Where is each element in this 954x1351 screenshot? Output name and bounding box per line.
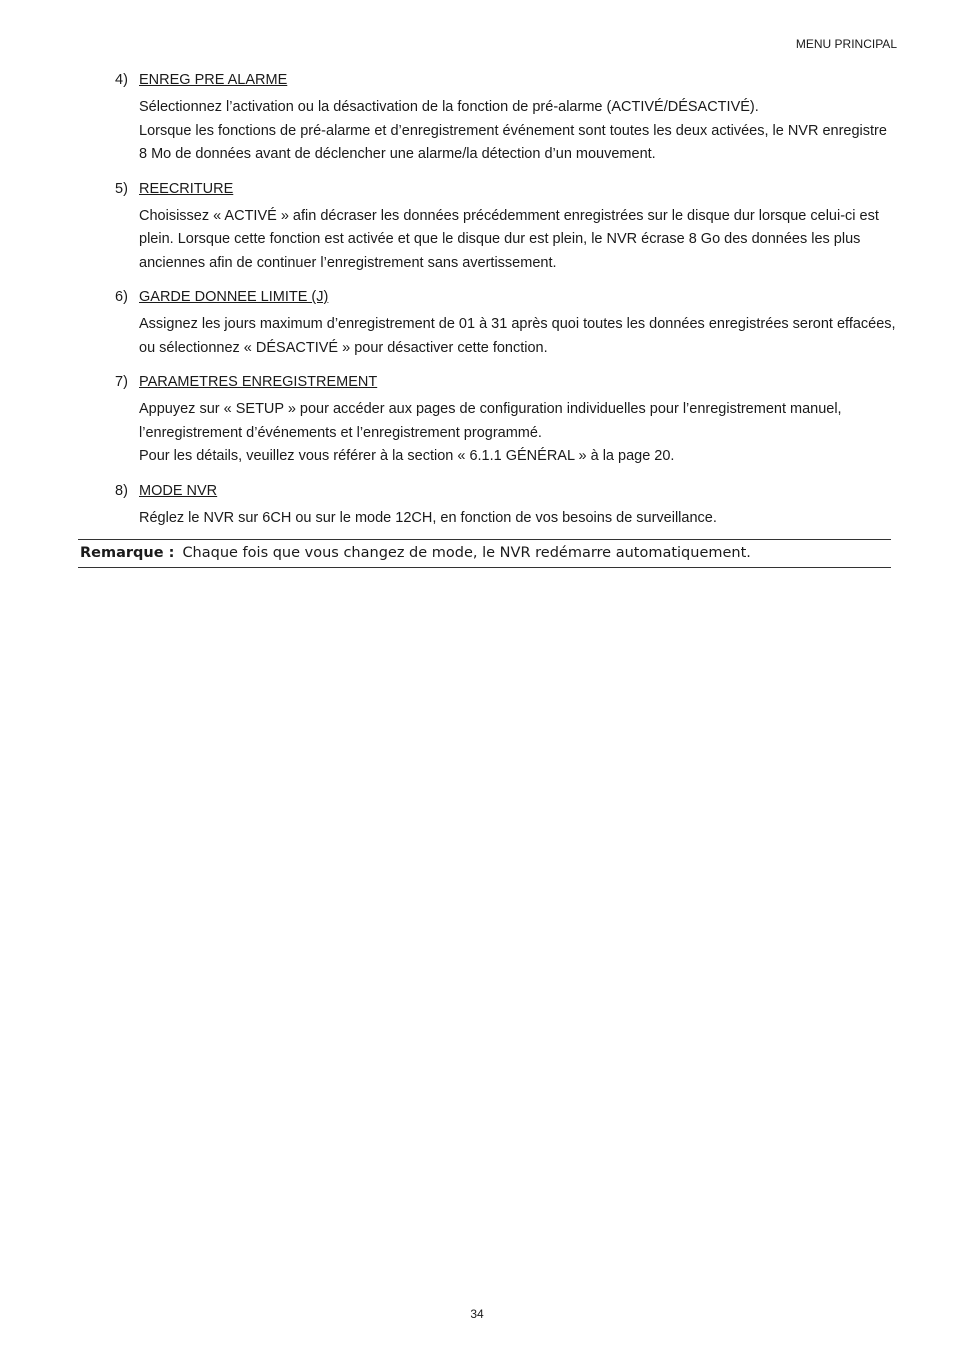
running-header: MENU PRINCIPAL [795, 37, 897, 51]
item-title: ENREG PRE ALARME [139, 72, 288, 88]
paragraph: Réglez le NVR sur 6CH ou sur le mode 12CH, en fonction de vos besoins de surveillance. [139, 509, 717, 526]
item-description [139, 307, 899, 360]
item-number: 8) [115, 482, 128, 499]
note-text: Chaque fois que vous changez de mode, le NVR redémarre automatiquement. [182, 545, 751, 561]
paragraph: Appuyez sur « SETUP » pour accéder aux pages de configuration individuelles pour l’enregistrement manuel, l’enregistrement d’événements et l’enregistrement programmé. [139, 401, 842, 441]
paragraph: Sélectionnez l’activation ou la désactivation de la fonction de pré-alarme (ACTIVÉ/DÉSACTIVÉ). [139, 99, 759, 115]
page-number: 34 [470, 1307, 484, 1321]
item-title: PARAMETRES ENREGISTREMENT [139, 374, 378, 390]
item-number: 5) [115, 180, 128, 197]
main-content [0, 70, 954, 542]
item-title: GARDE DONNEE LIMITE (J) [139, 289, 329, 305]
paragraph: Lorsque les fonctions de pré-alarme et d’enregistrement événement sont toutes les deux activées, le NVR enregistre 8 Mo de données avant de déclencher une alarme/la détection d’un mouvement. [139, 122, 887, 162]
item-heading [0, 372, 954, 392]
item-number: 4) [115, 72, 128, 88]
list-item-overwrite [0, 179, 954, 276]
list-item-pre-alarm [0, 70, 954, 167]
note-label: Remarque : [80, 545, 175, 561]
paragraph: Pour les détails, veuillez vous référer à la section « 6.1.1 GÉNÉRAL » à la page 20. [139, 448, 675, 464]
item-title: MODE NVR [139, 482, 218, 499]
item-heading [0, 287, 954, 307]
paragraph: Assignez les jours maximum d’enregistrement de 01 à 31 après quoi toutes les données enregistrées seront effacées, ou sélectionnez « DÉSACTIVÉ » pour désactiver cette fonction. [139, 316, 896, 356]
item-number: 7) [115, 374, 128, 390]
item-number: 6) [115, 289, 128, 305]
item-title: REECRITURE [139, 180, 234, 197]
list-item-record-settings [0, 372, 954, 469]
item-description [139, 392, 899, 469]
paragraph: Choisissez « ACTIVÉ » afin décraser les données précédemment enregistrées sur le disque dur lorsque celui-ci est plein. Lorsque cette fonction est activée et que le disque dur est plein, le NVR écrase 8 Go des données les plus anciennes afin de continuer l’enregistrement sans avertissement. [139, 207, 879, 271]
item-description [139, 501, 899, 531]
list-item-nvr-mode [0, 481, 954, 531]
item-description [139, 199, 899, 276]
item-heading [0, 481, 954, 501]
item-heading [0, 179, 954, 199]
note-box [78, 539, 891, 568]
item-heading [0, 70, 954, 90]
item-description [139, 90, 899, 167]
list-item-data-retention [0, 287, 954, 360]
